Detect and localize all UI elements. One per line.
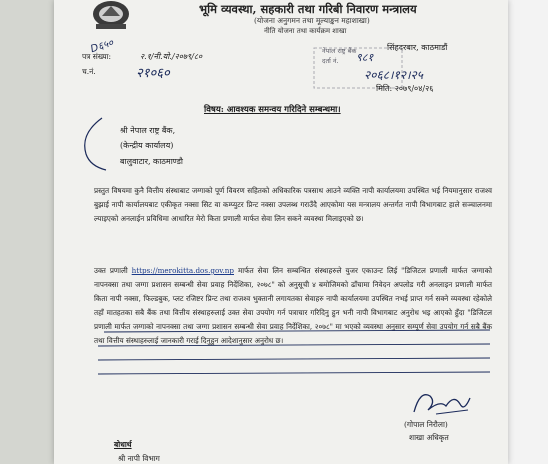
stamp-handwritten-date: २०६८।१२।२५ (364, 68, 424, 82)
handwritten-dispatch-number: २१०६० (136, 66, 170, 81)
government-emblem-icon (90, 0, 132, 30)
stamp-handwritten-number: ९८१ (356, 51, 374, 64)
handwritten-side-note: D६५० (89, 37, 115, 56)
letter-subject: विषय: आवश्यक समन्वय गरिदिने सम्बन्धमा। (204, 105, 341, 115)
cc-heading: बोधार्थ (114, 440, 132, 449)
office-location: सिंहदरबार, काठमाडौं (387, 43, 448, 52)
letter-date: मिति: २०७९/०४/२६ (376, 84, 434, 93)
handwritten-bracket-mark (72, 114, 112, 174)
reference-number: २.१/नी.यो./२०७९/८० (140, 52, 203, 61)
address-line-2: (केन्द्रीय कार्यालय) (120, 141, 174, 150)
dispatch-number-label: च.नं. (82, 67, 96, 76)
cc-recipient: श्री नापी विभाग (118, 454, 160, 463)
signatory-name: (गोपाल निरौला) (404, 420, 448, 429)
paragraph-2-text: मार्फत सेवा लिन सम्बन्धित संस्थाहरुले युजर एकाउन्ट लिई "डिजिटल प्रणाली मार्फत जग्गाको नापनक्सा तथा जग्गा प्रशासन सम्बन्धी सेवा प्रवाह निर्देशिका, २०७८" को अनुसूची ४ बमोजिमको ढाँचामा निवेदन अपलोड गरी अनलाइन प्रणाली मार्फत किता नापी नक्सा, फिल्डबुक, प्लट रजिष्टर प्रिन्ट तथा राजश्व भुक्तानी लगायतका सेवाहरु नापी कार्यालयमा उपस्थित नभई प्राप्त गर्न सक्ने व्यवस्था रहेकोले तहाँ मातहतका सबै बैंक तथा वित्तीय संस्थाहरुलाई उक्त सेवा उपयोग गर्न पत्राचार गरिदिनु हुन भनी नापी विभागबाट अनुरोध भइ आएको हुँदा "डिजिटल प्रणाली मार्फत जग्गाको नापनक्सा तथा जग्गा प्रशासन सम्बन्धी सेवा प्रवाह निर्देशिका, २०७८" मा भएको व्यवस्था अनुसार सम्पूर्ण सेवा उपयोग गर्न सबै बैंक तथा वित्तीय संस्थाहरुलाई जानकारी गराई दिनुहुन आदेशानुसार अनुरोध छ। (94, 266, 492, 345)
division-name: (योजना अनुगमन तथा मूल्याङ्कन महाशाखा) (254, 16, 370, 25)
reference-label: पत्र संख्या: (82, 52, 112, 61)
merokitta-link[interactable]: https://merokitta.dos.gov.np (131, 266, 234, 275)
ministry-name: भूमि व्यवस्था, सहकारी तथा गरिबी निवारण मन्त्रालय (199, 2, 417, 16)
section-name: नीति योजना तथा कार्यक्रम शाखा (264, 27, 347, 35)
paragraph-2-lead: उक्त प्रणाली (94, 266, 128, 275)
stamp-line-1: नेपाल राष्ट्र बैंक (322, 47, 357, 55)
letter-page (54, 0, 508, 464)
background-right (508, 0, 548, 464)
body-paragraph-1: प्रस्तुत विषयमा कुनै वित्तीय संस्थाबाट जग्गाको पूर्ण विवरण सहितको अधिकारिक पत्रसाथ आउने व्यक्ति नापी कार्यालयमा उपस्थित भई नियमानुसार राजश्व बुझाई नापी कार्यालयबाट एकीकृत नक्सा सिट वा कम्प्युटर प्रिन्ट नक्सा उपलब्ध गराउँदै आएकोमा यस मन्त्रालय अन्तर्गत नापी विभागबाट हाले सञ्चालनमा ल्याइएको अनलाईन प्रविधिमा आधारित मेरो किता प्रणाली मार्फत सेवा लिन सकने व्यवस्था मिलाइएको छ। (94, 186, 492, 223)
handwritten-signature-icon (406, 386, 476, 420)
stamp-line-2: दर्ता नं. (322, 57, 339, 65)
signatory-role: शाखा अधिकृत (409, 433, 449, 442)
address-line-1: श्री नेपाल राष्ट्र बैंक, (120, 126, 176, 135)
background-left (0, 0, 54, 464)
address-line-3: बालुवाटार, काठमाण्डौ (120, 157, 183, 166)
